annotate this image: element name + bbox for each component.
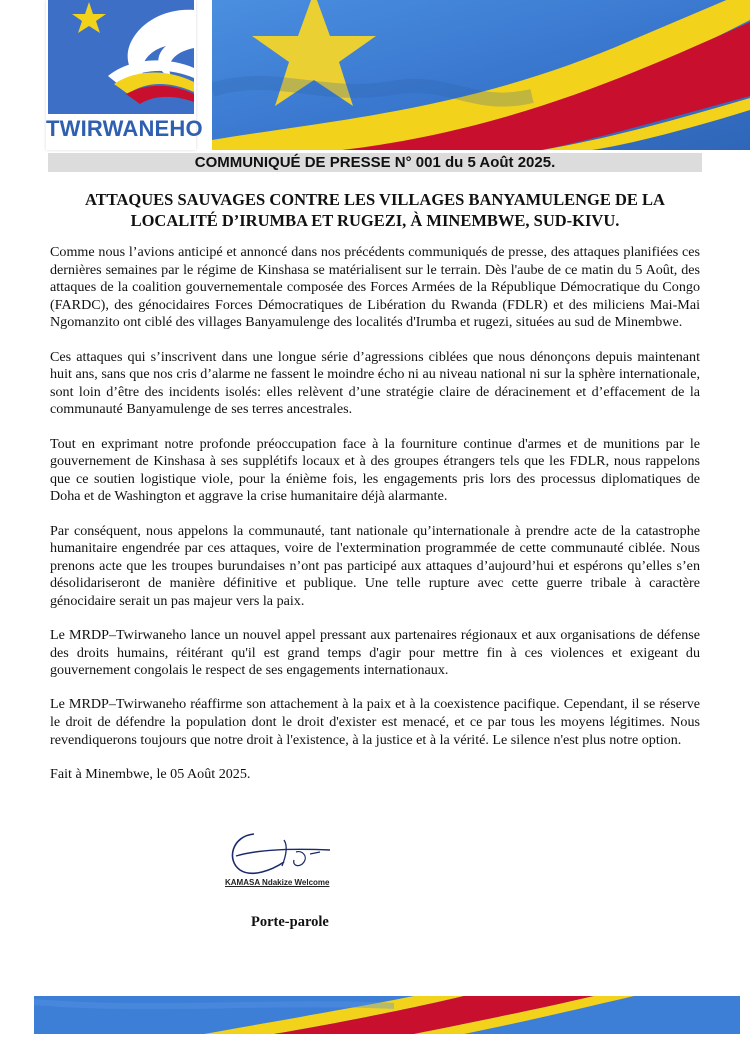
handwritten-signature xyxy=(226,826,336,878)
eagle-emblem-icon xyxy=(48,0,194,114)
logo-wordmark: TWIRWANEHO xyxy=(46,116,203,141)
drc-flag-banner xyxy=(212,0,750,150)
title-line-1: ATTAQUES SAUVAGES CONTRE LES VILLAGES BANYAMULENGE DE LA xyxy=(85,190,665,209)
signatory-name: KAMASA Ndakize Welcome xyxy=(225,878,330,887)
document-title xyxy=(60,189,690,231)
paragraph-4: Par conséquent, nous appelons la communauté, tant nationale qu’internationale à prendre acte de la catastrophe humanitaire engendrée par ces attaques, voire de l'extermination programmée de cette communauté ciblée. Nous prenons acte que les troupes burundaises n’ont pas participé aux attaques d’aujourd’hui et espérons qu’elles s’en désolidariseront de manière définitive et publique. Une telle rupture avec cette guerre tribale à caractère génocidaire serait un pas majeur vers la paix. xyxy=(50,522,700,609)
flag-image xyxy=(212,0,750,150)
organization-logo xyxy=(46,0,203,150)
paragraph-6: Le MRDP–Twirwaneho réaffirme son attachement à la paix et à la coexistence pacifique. Cependant, il se réserve le droit de défendre la population dont le droit d'exister est menacé, et ce par tous les moyens légitimes. Nous revendiquerons toujours que notre droit à l'existence, à la justice et à la vérité. Le silence n'est plus notre option. xyxy=(50,696,700,748)
paragraph-2: Ces attaques qui s’inscrivent dans une longue série d’agressions ciblées que nous dénonçons depuis maintenant huit ans, sans que nos cris d’alarme ne fassent le moindre écho ni au niveau national ni sur la sphère internationale, sont loin d’être des incidents isolés: elles relèvent d’une stratégie claire de déracinement et d’effacement de la communauté Banyamulenge de ses terres ancestrales. xyxy=(50,348,700,418)
press-release-banner: COMMUNIQUÉ DE PRESSE N° 001 du 5 Août 2025. xyxy=(48,153,702,172)
paragraph-1: Comme nous l’avions anticipé et annoncé dans nos précédents communiqués de presse, des attaques planifiées ces dernières semaines par le régime de Kinshasa se matérialisent sur le terrain. Dès l'aube de ce matin du 5 Août, des attaques de la coalition gouvernementale composée des Forces Armées de la République Démocratique du Congo (FARDC), des génocidaires Forces Démocratiques de Libération du Rwanda (FDLR) et des miliciens Mai-Mai Ngomanzito ont ciblé des villages Banyamulenge des localités d'Irumba et rugezi, situées au sud de Minembwe. xyxy=(50,244,700,331)
closing-line: Fait à Minembwe, le 05 Août 2025. xyxy=(50,765,251,782)
paragraph-3: Tout en exprimant notre profonde préoccupation face à la fourniture continue d'armes et de munitions par le gouvernement de Kinshasa à ses supplétifs locaux et à des groupes étrangers tels que les FDLR, nous rappelons que ce soutien logistique viole, pour la énième fois, les engagements pris lors des processus diplomatiques de Doha et de Washington et aggrave la crise humanitaire déjà alarmante. xyxy=(50,435,700,505)
title-line-2: LOCALITÉ D’IRUMBA ET RUGEZI, À MINEMBWE, SUD-KIVU. xyxy=(130,211,620,230)
signatory-role: Porte-parole xyxy=(251,914,329,930)
document-body xyxy=(50,244,700,800)
drc-flag-footer xyxy=(34,996,740,1034)
flag-footer-image xyxy=(34,996,740,1034)
paragraph-5: Le MRDP–Twirwaneho lance un nouvel appel pressant aux partenaires régionaux et aux organisations de défense des droits humains, réitérant qu'il est grand temps d'agir pour mettre fin à ces violences et exigeant du gouvernement congolais le respect de ses engagements internationaux. xyxy=(50,627,700,679)
